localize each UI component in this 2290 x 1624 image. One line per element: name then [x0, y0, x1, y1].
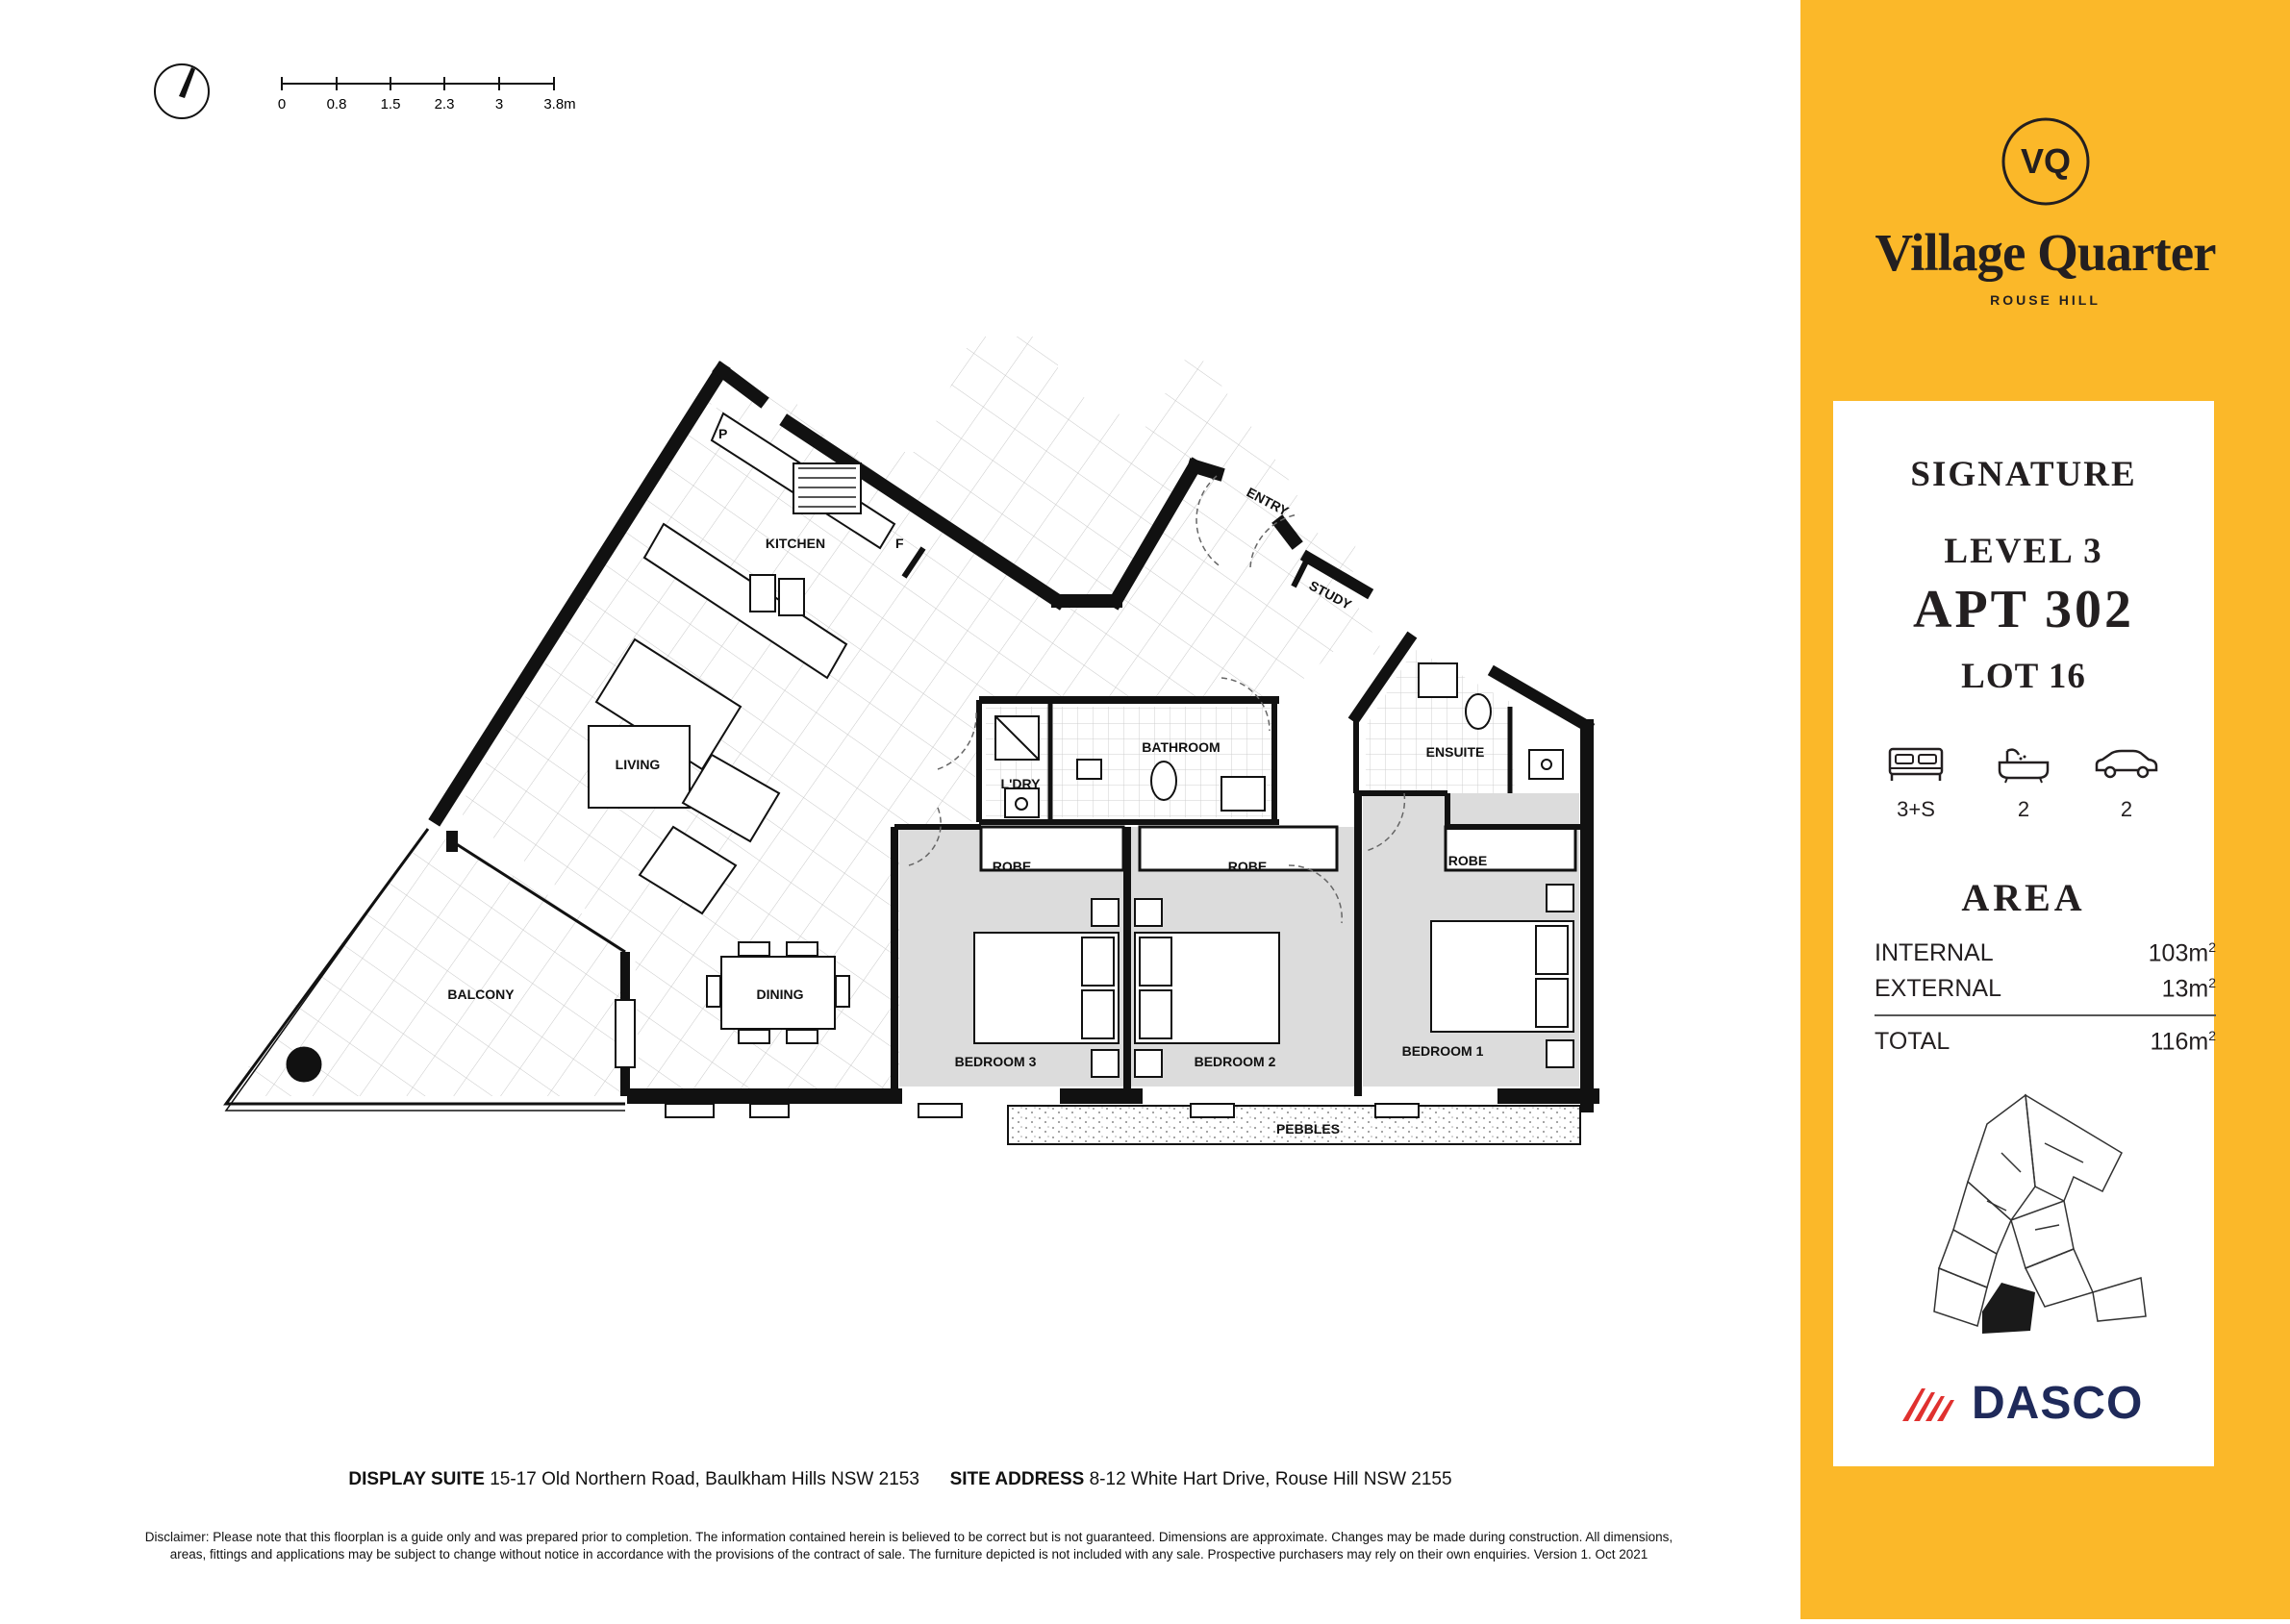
display-suite-label: DISPLAY SUITE [348, 1469, 485, 1489]
total-value: 116m [2150, 1028, 2209, 1056]
label-pebbles: PEBBLES [1275, 1121, 1341, 1137]
label-robe-2: ROBE [1227, 859, 1268, 874]
bedrooms-value: 3+S [1897, 797, 1935, 821]
brand-name: Village Quarter [1875, 223, 2216, 282]
external-unit-sup: 2 [2208, 975, 2216, 990]
label-laundry: L'DRY [1000, 776, 1041, 791]
label-robe-1: ROBE [1447, 853, 1488, 868]
label-bathroom: BATHROOM [1142, 739, 1220, 755]
label-living: LIVING [615, 757, 661, 772]
dasco-logo [1900, 1377, 2143, 1430]
feature-carparks [2078, 745, 2175, 822]
footer-addresses [0, 1469, 1800, 1490]
label-kitchen: KITCHEN [765, 536, 826, 551]
bathrooms-value: 2 [2017, 797, 2030, 821]
collection-name: SIGNATURE [1910, 455, 2137, 494]
label-entry: ENTRY [1244, 484, 1292, 519]
lot-number: LOT 16 [1961, 657, 2086, 696]
dasco-mark-icon [1900, 1385, 1966, 1423]
brand-location: ROUSE HILL [1990, 292, 2101, 308]
scale-tick-1: 0.8 [326, 96, 347, 112]
car-icon [2093, 745, 2160, 784]
label-bedroom-3: BEDROOM 3 [954, 1054, 1037, 1069]
total-unit-sup: 2 [2208, 1028, 2216, 1043]
area-heading: AREA [1961, 876, 2086, 919]
info-sidebar [1800, 0, 2290, 1619]
label-pantry: P [718, 426, 728, 441]
feature-bedrooms [1868, 745, 1964, 822]
disclaimer [67, 1529, 1750, 1563]
scale-tick-0: 0 [277, 96, 287, 112]
scale-tick-4: 3 [494, 96, 504, 112]
label-balcony: BALCONY [447, 987, 515, 1002]
internal-label: INTERNAL [1875, 939, 1994, 966]
developer-name: DASCO [1972, 1378, 2144, 1429]
apartment-number: APT 302 [1913, 580, 2134, 639]
site-address: 8-12 White Hart Drive, Rouse Hill NSW 2155 [1089, 1469, 1452, 1489]
key-plan-diagram [1929, 1086, 2160, 1345]
total-label: TOTAL [1875, 1028, 1950, 1055]
bed-icon [1886, 745, 1946, 784]
label-bedroom-1: BEDROOM 1 [1401, 1043, 1484, 1059]
brand-monogram: VQ [2020, 141, 2071, 181]
scale-tick-5: 3.8m [543, 96, 576, 112]
external-label: EXTERNAL [1875, 975, 2001, 1002]
area-divider [1875, 1014, 2216, 1016]
label-bedroom-2: BEDROOM 2 [1194, 1054, 1276, 1069]
brand-block [1800, 115, 2290, 308]
unit-info-card [1833, 401, 2214, 1466]
label-dining: DINING [756, 987, 804, 1002]
label-study: STUDY [1306, 577, 1355, 612]
north-arrow-icon [155, 64, 209, 118]
label-fridge: F [895, 536, 904, 551]
display-suite-address: 15-17 Old Northern Road, Baulkham Hills NSW 2153 [490, 1469, 919, 1489]
scale-tick-2: 1.5 [380, 96, 401, 112]
bath-icon [1994, 745, 2053, 784]
label-robe-3: ROBE [992, 859, 1032, 874]
vq-monogram-icon [2000, 115, 2092, 208]
disclaimer-line-2: areas, fittings and applications may be subject to change without notice in accordance with the provisions of the contract of sale. The furniture depicted is not included with any sale. Prospective purchasers may rely on their own enquiries. Version 1. Oct 2021 [169, 1547, 1648, 1562]
external-value: 13m [2161, 975, 2209, 1003]
scale-tick-3: 2.3 [434, 96, 455, 112]
disclaimer-line-1: Disclaimer: Please note that this floorplan is a guide only and was prepared prior to completion. The information contained herein is believed to be correct but is not guaranteed. Dimensions are approximate. Changes may be made during construction. All dimensions, [144, 1530, 1673, 1544]
feature-bathrooms [1975, 745, 2072, 822]
level: LEVEL 3 [1944, 532, 2103, 571]
internal-value: 103m [2148, 939, 2209, 967]
label-ensuite: ENSUITE [1425, 744, 1485, 760]
carparks-value: 2 [2120, 797, 2133, 821]
internal-unit-sup: 2 [2208, 939, 2216, 955]
site-address-label: SITE ADDRESS [949, 1469, 1085, 1489]
scale-bar [278, 77, 576, 112]
